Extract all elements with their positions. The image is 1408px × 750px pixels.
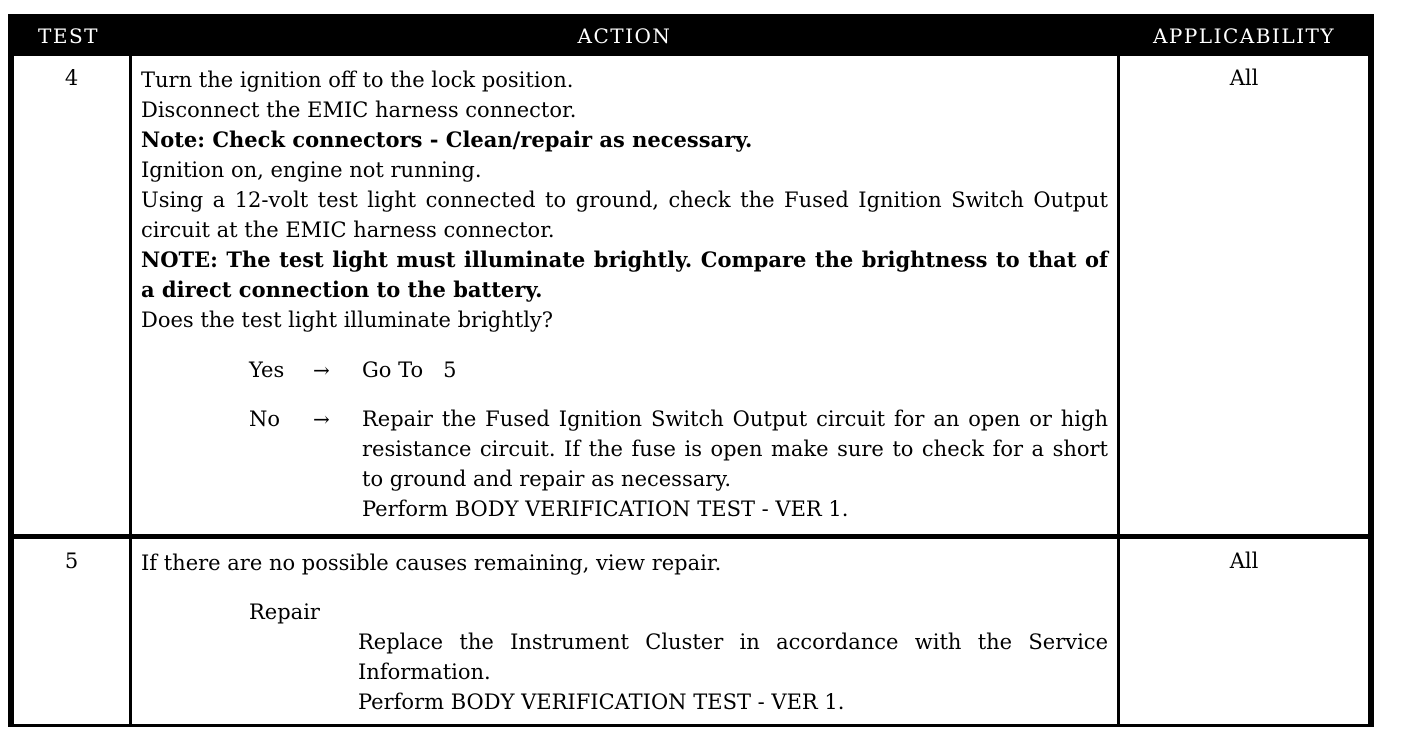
row-4-instructions bbox=[141, 65, 1108, 335]
row-4-note-connectors: Note: Check connectors - Clean/repair as necessary. bbox=[141, 127, 753, 152]
row-4-step-3: Ignition on, engine not running. bbox=[141, 158, 482, 182]
row-5-test-number: 5 bbox=[64, 549, 79, 573]
no-verification: Perform BODY VERIFICATION TEST - VER 1. bbox=[362, 497, 849, 521]
yes-arrow-icon: → bbox=[313, 358, 330, 382]
row-5-action-cell bbox=[132, 539, 1117, 724]
row-5-applicability: All bbox=[1229, 549, 1259, 573]
no-arrow-icon: → bbox=[313, 407, 330, 431]
row-4-question: Does the test light illuminate brightly? bbox=[141, 308, 554, 332]
row-5-instructions bbox=[141, 548, 1108, 578]
row-4-test-cell bbox=[14, 56, 129, 534]
row-4-step-2: Disconnect the EMIC harness connector. bbox=[141, 98, 577, 122]
no-action bbox=[362, 404, 1108, 524]
row-4-step-4: Using a 12-volt test light connected to ground, check the Fused Ignition Switch Output circuit at the EMIC harness connector. bbox=[141, 188, 1108, 242]
row-4-action-cell bbox=[132, 56, 1117, 534]
header-test: TEST bbox=[38, 24, 99, 48]
row-4-note-test-light: NOTE: The test light must illuminate brightly. Compare the brightness to that of a direct connection to the battery. bbox=[141, 247, 1108, 302]
row-4-step-1: Turn the ignition off to the lock position. bbox=[141, 68, 574, 92]
yes-label: Yes bbox=[249, 358, 285, 382]
header-applicability: APPLICABILITY bbox=[1152, 24, 1336, 48]
diagnostic-table bbox=[8, 14, 1374, 727]
header-action: ACTION bbox=[577, 24, 672, 48]
yes-action: Go To 5 bbox=[362, 358, 457, 382]
row-4-applicability-cell bbox=[1120, 56, 1368, 534]
row-5-test-cell bbox=[14, 539, 129, 724]
repair-action-text: Replace the Instrument Cluster in accordance with the Service Information. bbox=[358, 630, 1108, 684]
no-action-text: Repair the Fused Ignition Switch Output circuit for an open or high resistance circuit. If the fuse is open make sure to check for a short to ground and repair as necessary. bbox=[362, 407, 1108, 491]
repair-action bbox=[358, 627, 1108, 717]
no-label: No bbox=[249, 407, 281, 431]
row-4-test-number: 4 bbox=[64, 66, 79, 90]
row-5-applicability-cell bbox=[1120, 539, 1368, 724]
row-4-applicability: All bbox=[1229, 66, 1259, 90]
row-5-step-1: If there are no possible causes remaining, view repair. bbox=[141, 551, 722, 575]
repair-verification: Perform BODY VERIFICATION TEST - VER 1. bbox=[358, 690, 845, 714]
repair-label: Repair bbox=[249, 600, 320, 624]
